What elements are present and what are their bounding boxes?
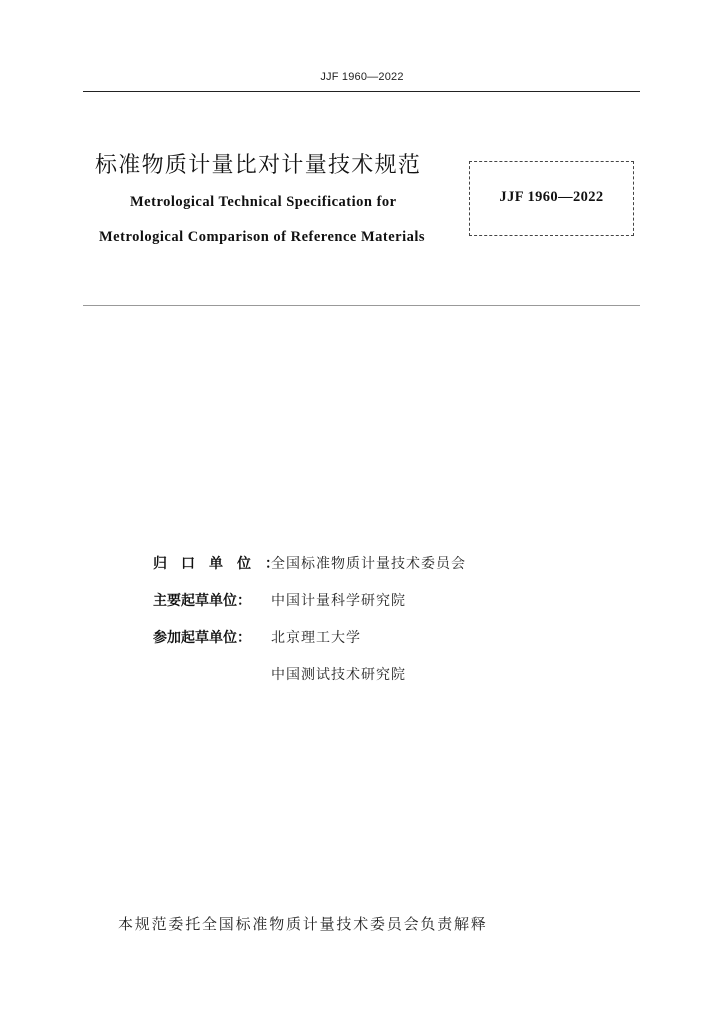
unit-row-responsible	[153, 553, 466, 590]
unit-label: 主要起草单位：	[153, 593, 251, 609]
document-title-chinese: 标准物质计量比对计量技术规范	[95, 153, 422, 178]
header-standard-code: JJF 1960—2022	[320, 71, 404, 83]
responsible-units-list	[153, 553, 466, 701]
standard-code-box-text: JJF 1960—2022	[499, 189, 604, 205]
unit-value: 全国标准物质计量技术委员会	[271, 556, 466, 572]
unit-label: 参加起草单位：	[153, 630, 251, 646]
title-divider	[83, 305, 640, 306]
unit-value: 中国计量科学研究院	[271, 593, 406, 609]
standard-code-box	[469, 161, 634, 236]
unit-row-participating-drafter	[153, 627, 466, 664]
interpretation-note: 本规范委托全国标准物质计量技术委员会负责解释	[118, 915, 488, 933]
unit-label: 归口单位：	[153, 556, 293, 572]
unit-row-main-drafter	[153, 590, 466, 627]
unit-value: 中国测试技术研究院	[271, 667, 406, 683]
unit-row-participating-drafter-2	[153, 664, 466, 701]
document-title-english-line1: Metrological Technical Specification for	[130, 194, 397, 210]
unit-value: 北京理工大学	[271, 630, 361, 646]
document-title-english-line2: Metrological Comparison of Reference Materials	[99, 229, 426, 245]
header-divider	[83, 91, 640, 92]
